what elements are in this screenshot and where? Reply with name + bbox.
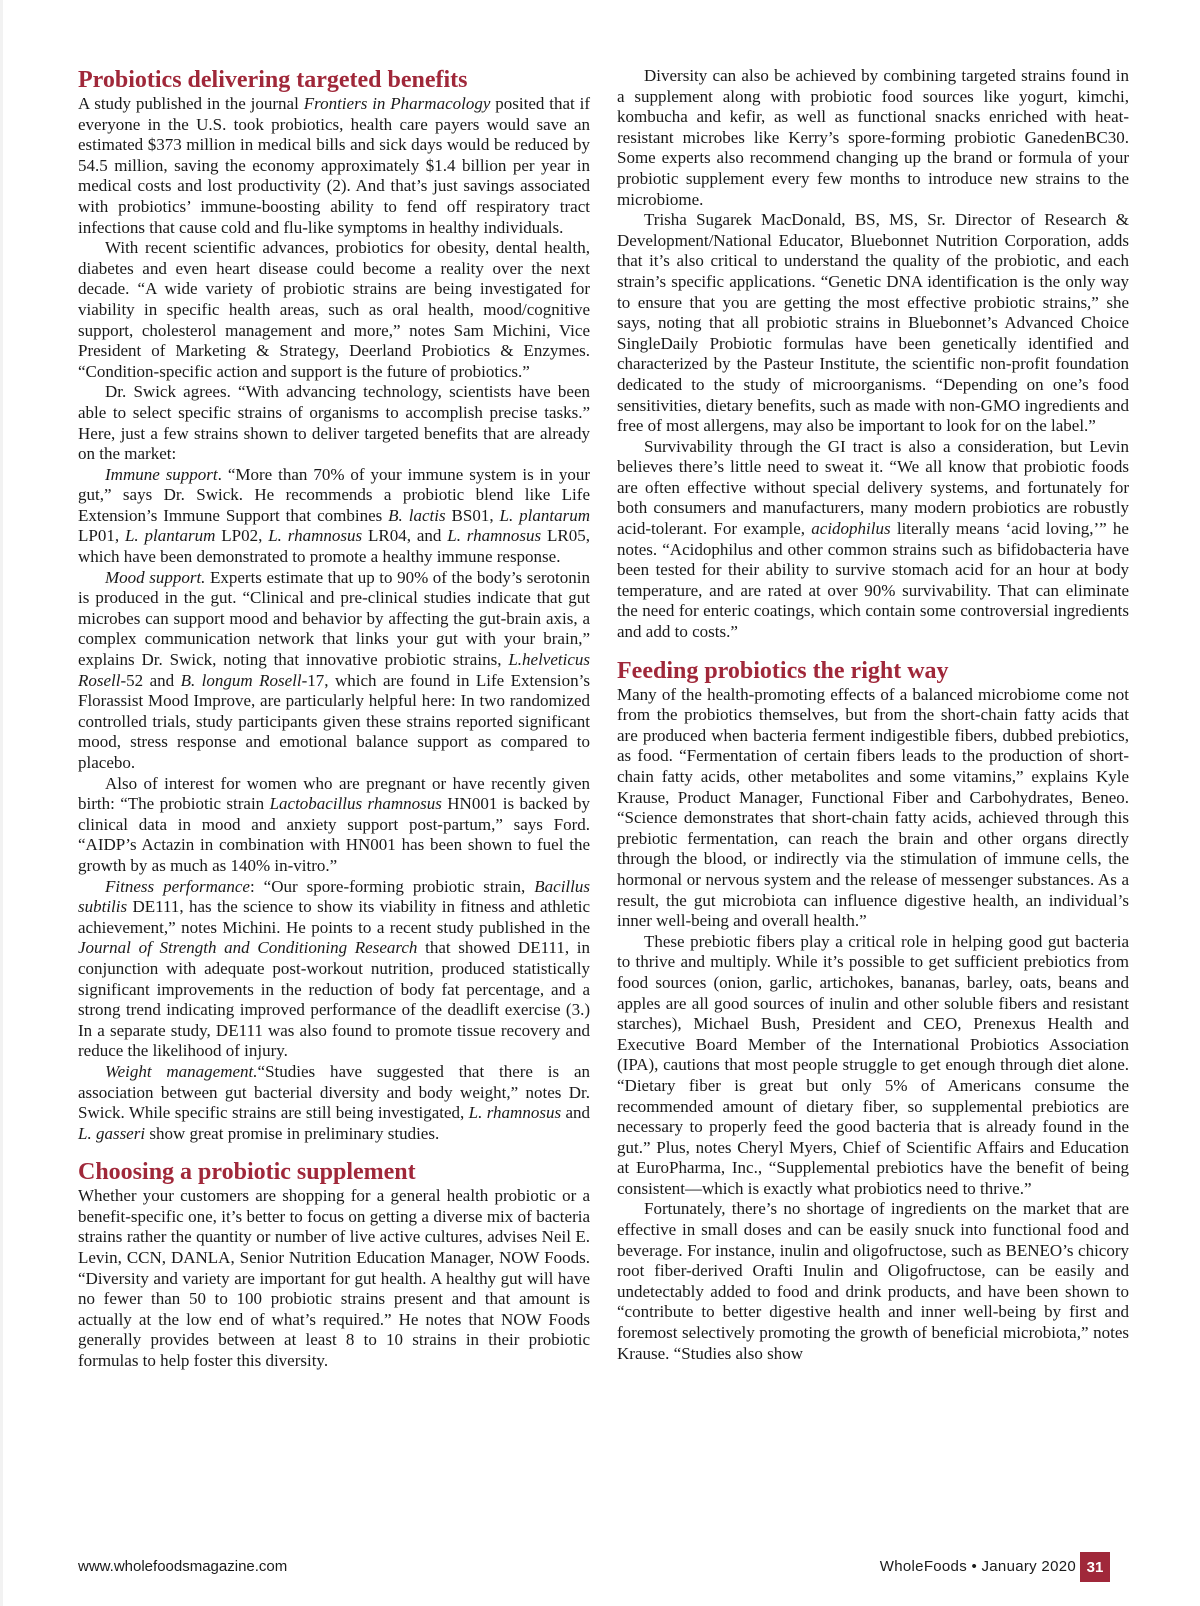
page-edge-shadow bbox=[0, 0, 3, 1606]
paragraph: Survivability through the GI tract is also a consideration, but Levin believes there’s little need to sweat it. “We all know that probiotic foods are often effective without special delivery systems, and fortunately for both consumers and manufacturers, many modern probiotics are robustly acid-tolerant. For example, acidophilus literally means ‘acid loving,’” he notes. “Acidophilus and other common strains such as bifidobacteria have been tested for their ability to survive stomach acid for an hour at body temperature, and are rated at over 90% survivability. That can eliminate the need for enteric coatings, which contain some controversial ingredients and add to costs.” bbox=[617, 436, 1129, 642]
paragraph: Also of interest for women who are pregnant or have recently given birth: “The probiotic strain Lactobacillus rhamnosus HN001 is backed by clinical data in mood and anxiety support post-partum,” says Ford. “AIDP’s Actazin in combination with HN001 has been shown to fuel the growth by as much as 140% in-vitro.” bbox=[78, 773, 591, 875]
footer-issue: WholeFoods • January 2020 bbox=[879, 1558, 1076, 1575]
paragraph-fitness-performance: Fitness performance: “Our spore-forming probiotic strain, Bacillus subtilis DE111, has the science to show its viability in fitness and athletic achievement,” notes Michini. He points to a recent study published in the Journal of Strength and Conditioning Research that showed DE111, in conjunction with adequate post-workout nutrition, produced statistically significant improvements in the reduction of body fat percentage, and a strong trend indicating improved performance of the deadlift exercise (3.) In a separate study, DE111 was also found to promote tissue recovery and reduce the likelihood of injury. bbox=[78, 876, 591, 1061]
paragraph: Whether your customers are shopping for a general health probiotic or a benefit-specific one, it’s better to focus on getting a diverse mix of bacteria strains rather the quantity or number of live active cultures, advises Neil E. Levin, CCN, DANLA, Senior Nutrition Education Manager, NOW Foods. “Diversity and variety are important for gut health. A healthy gut will have no fewer than 50 to 100 probiotic strains present and that amount is actually at the low end of what’s required.” He notes that NOW Foods generally provides between at least 8 to 10 strains in their probiotic formulas to help foster this diversity. bbox=[78, 1186, 590, 1371]
left-column bbox=[78, 66, 590, 1372]
heading-choosing-supplement: Choosing a probiotic supplement bbox=[78, 1159, 416, 1186]
paragraph: Fortunately, there’s no shortage of ingredients on the market that are effective in small doses and can be easily snuck into functional food and beverage. For instance, inulin and oligofructose, such as BENEO’s chicory root fiber-derived Orafti Inulin and Oligofructose, can be easily and undetectably added to food and drink products, and have been shown to “contribute to better digestive health and inner well-being by first and foremost selectively promoting the growth of beneficial microbiota,” notes Krause. “Studies also show bbox=[617, 1199, 1129, 1363]
paragraph: With recent scientific advances, probiotics for obesity, dental health, diabetes and even heart disease could become a reality over the next decade. “A wide variety of probiotic strains are being investigated for viability in specific health areas, such as oral health, mood/cognitive support, cholesterol management and more,” notes Sam Michini, Vice President of Marketing & Strategy, Deerland Probiotics & Enzymes. “Condition-specific action and support is the future of probiotics.” bbox=[78, 238, 590, 381]
paragraph: Diversity can also be achieved by combining targeted strains found in a supplement along with probiotic food sources like yogurt, kimchi, kombucha and kefir, as well as functional snacks enriched with heat-resistant microbes like Kerry’s spore-forming probiotic GanedenBC30. Some experts also recommend changing up the brand or formula of your probiotic supplement every few months to introduce new strains to the microbiome. bbox=[617, 66, 1129, 209]
page-footer bbox=[0, 1552, 1200, 1582]
paragraph-mood-support: Mood support. Experts estimate that up to 90% of the body’s serotonin is produced in the gut. “Clinical and pre-clinical studies indicate that gut microbes can support mood and behavior by affecting the gut-brain axis, a complex communication network that links your gut with your brain,” explains Dr. Swick, noting that innovative probiotic strains, L.helveticus Rosell-52 and B. longum Rosell-17, which are found in Life Extension’s Florassist Mood Improve, are particularly helpful here: In two randomized controlled trials, study participants given these strains reported significant mood, stress response and emotional balance support as compared to placebo. bbox=[78, 567, 590, 772]
paragraph: A study published in the journal Frontiers in Pharmacology posited that if everyone in the U.S. took probiotics, health care payers would save an estimated $373 million in medical bills and sick days would be reduced by 54.5 million, saving the economy approximately $1.4 billion per year in medical costs and lost productivity (2). And that’s just savings associated with probiotics’ immune-boosting ability to fend off respiratory tract infections that cause cold and flu-like symptoms in healthy individuals. bbox=[78, 94, 591, 237]
paragraph: These prebiotic fibers play a critical role in helping good gut bacteria to thrive and multiply. While it’s possible to get sufficient prebiotics from food sources (onion, garlic, artichokes, bananas, barley, oats, beans and apples are all good sources of inulin and other soluble fibers and resistant starches), Michael Bush, President and CEO, Prenexus Health and Executive Board Member of the International Probiotics Association (IPA), cautions that most people struggle to get enough through diet alone. “Dietary fiber is great but only 5% of Americans consume the recommended amount of dietary fiber, so supplemental prebiotics are necessary to properly feed the good bacteria that is already found in the gut.” Plus, notes Cheryl Myers, Chief of Scientific Affairs and Education at EuroPharma, Inc., “Supplemental prebiotics have the benefit of being consistent—which is exactly what probiotics need to thrive.” bbox=[617, 931, 1129, 1198]
paragraph: Many of the health-promoting effects of a balanced microbiome come not from the probiotics themselves, but from the short-chain fatty acids that are produced when bacteria ferment indigestible fibers, dubbed prebiotics, as food. “Fermentation of certain fibers leads to the production of short-chain fatty acids, other metabolites and some vitamins,” explains Kyle Krause, Product Manager, Functional Fiber and Carbohydrates, Beneo. “Science demonstrates that short-chain fatty acids, achieved through this prebiotic fermentation, can reach the brain and other organs directly through the blood, or indirectly via the stimulation of immune cells, the hormonal or nervous system and the release of messenger substances. As a result, the gut microbiota can influence digestive health, an individual’s inner well-being and overall health.” bbox=[617, 684, 1129, 931]
footer-website-link[interactable]: www.wholefoodsmagazine.com bbox=[78, 1558, 288, 1575]
paragraph-weight-management: Weight management.“Studies have suggested that there is an association between gut bacterial diversity and body weight,” notes Dr. Swick. While specific strains are still being investigated, L. rhamnosus and L. gasseri show great promise in preliminary studies. bbox=[78, 1061, 591, 1143]
page-number: 31 bbox=[1080, 1552, 1110, 1582]
paragraph-immune-support: Immune support. “More than 70% of your immune system is in your gut,” says Dr. Swick. He recommends a probiotic blend like Life Extension’s Immune Support that combines B. lactis BS01, L. plantarum LP01, L. plantarum LP02, L. rhamnosus LR04, and L. rhamnosus LR05, which have been demonstrated to promote a healthy immune response. bbox=[78, 464, 591, 567]
right-column bbox=[617, 66, 1129, 1364]
paragraph: Trisha Sugarek MacDonald, BS, MS, Sr. Director of Research & Development/National Educator, Bluebonnet Nutrition Corporation, adds that it’s also critical to understand the quality of the probiotic, and each strain’s specific applications. “Genetic DNA identification is the only way to ensure that you are getting the most effective probiotic strains,” she says, noting that all probiotic strains in Bluebonnet’s Advanced Choice SingleDaily Probiotic formulas have been genetically identified and characterized by the Pasteur Institute, the scientific non-profit foundation dedicated to the study of microorganisms. “Depending on one’s food sensitivities, dietary benefits, such as made with non-GMO ingredients and free of most allergens, may also be important to look for on the label.” bbox=[617, 210, 1129, 436]
paragraph: Dr. Swick agrees. “With advancing technology, scientists have been able to select specific strains of organisms to accomplish precise tasks.” Here, just a few strains shown to deliver targeted benefits that are already on the market: bbox=[78, 382, 590, 464]
heading-feeding-probiotics: Feeding probiotics the right way bbox=[617, 657, 949, 684]
heading-targeted-benefits: Probiotics delivering targeted benefits bbox=[78, 67, 468, 93]
